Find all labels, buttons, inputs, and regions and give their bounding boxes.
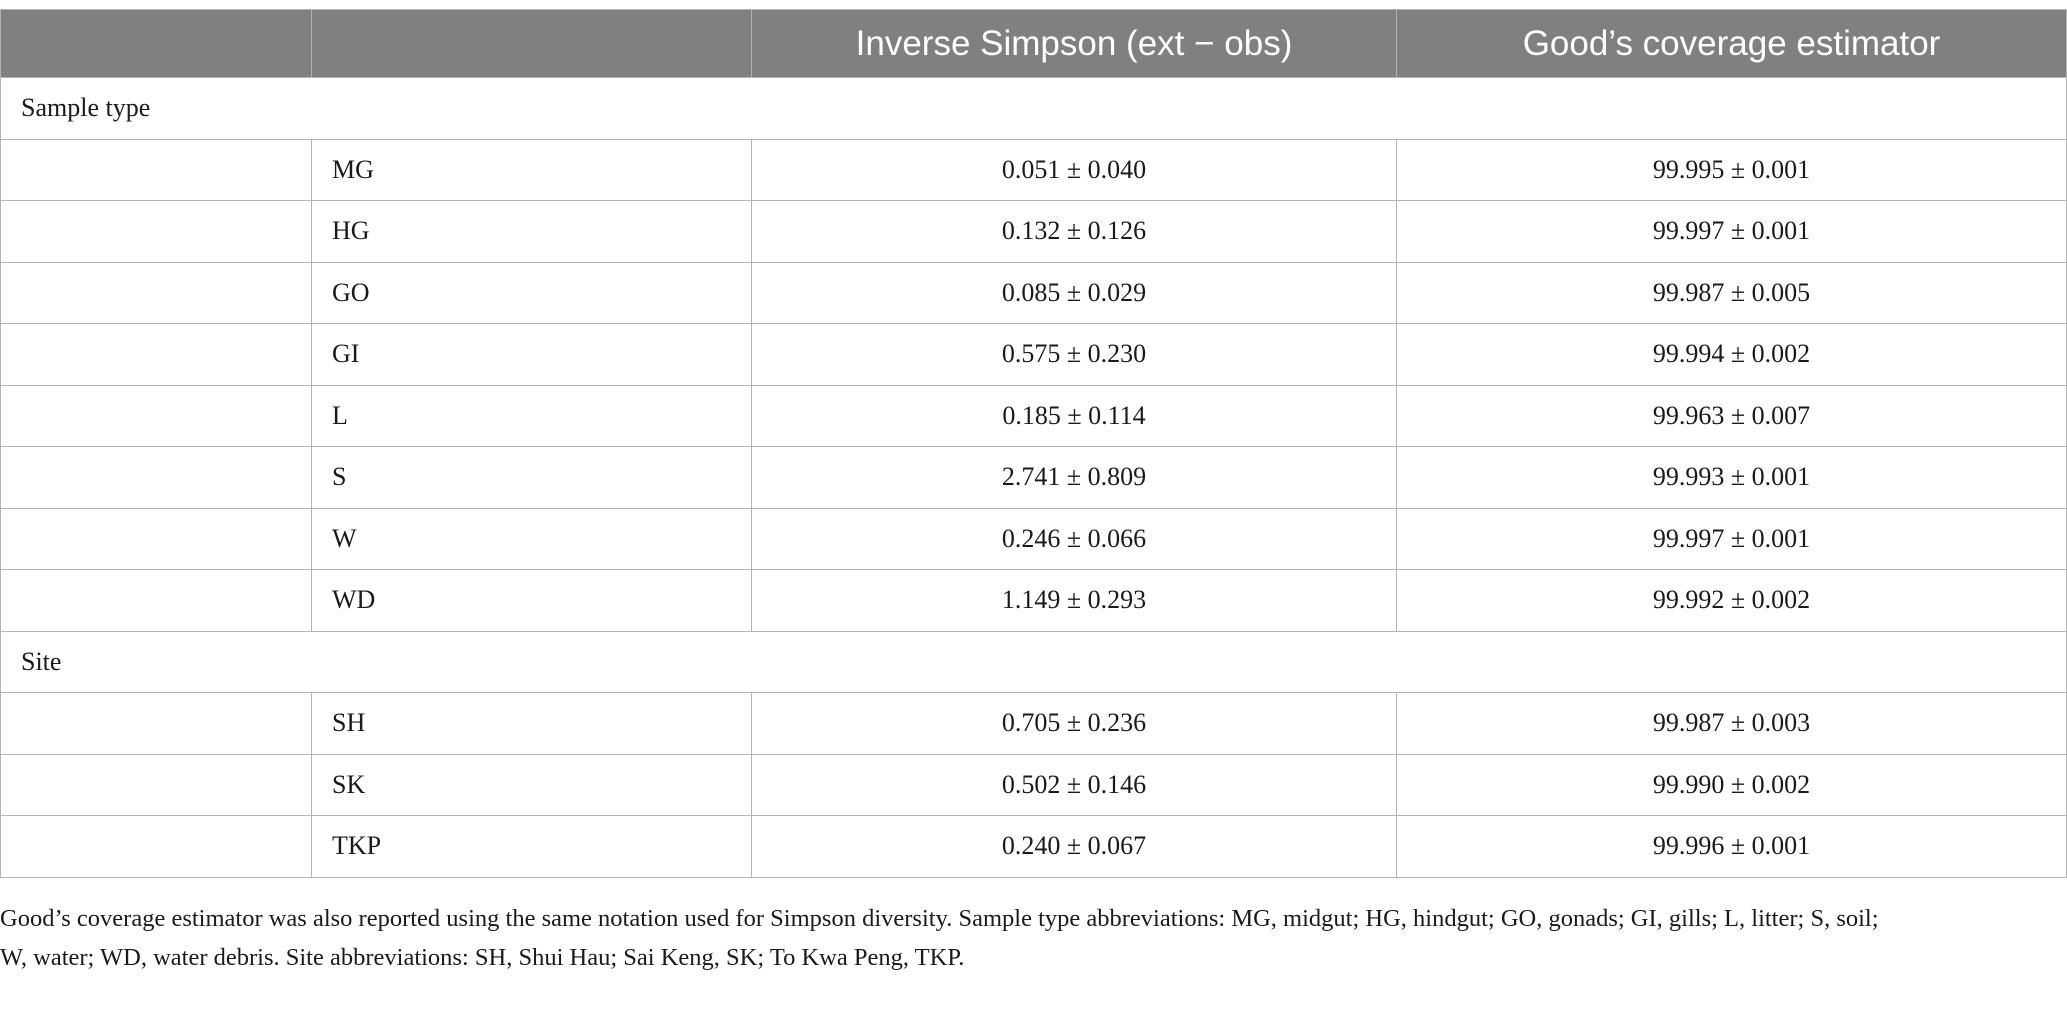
inverse-simpson-value: 0.085 ± 0.029 [752,262,1397,324]
inverse-simpson-value: 2.741 ± 0.809 [752,447,1397,509]
row-label: GI [312,324,752,386]
inverse-simpson-value: 0.705 ± 0.236 [752,693,1397,755]
table-row [1,324,2067,386]
table-footnote [0,899,2060,977]
empty-cell [1,447,312,509]
header-cell-group [1,10,312,78]
goods-coverage-value: 99.996 ± 0.001 [1397,816,2067,878]
row-label: TKP [312,816,752,878]
goods-coverage-value: 99.987 ± 0.005 [1397,262,2067,324]
table-row [1,201,2067,263]
row-label: HG [312,201,752,263]
inverse-simpson-value: 0.051 ± 0.040 [752,139,1397,201]
table-row [1,570,2067,632]
row-label: GO [312,262,752,324]
section-label: Sample type [1,78,2067,140]
section-row [1,631,2067,693]
header-inverse-simpson: Inverse Simpson (ext − obs) [752,10,1397,78]
table-row [1,447,2067,509]
section-label: Site [1,631,2067,693]
table-body [1,78,2067,878]
empty-cell [1,693,312,755]
empty-cell [1,754,312,816]
table-row [1,693,2067,755]
header-goods-coverage: Good’s coverage estimator [1397,10,2067,78]
empty-cell [1,139,312,201]
empty-cell [1,385,312,447]
goods-coverage-value: 99.987 ± 0.003 [1397,693,2067,755]
empty-cell [1,201,312,263]
header-row [1,10,2067,78]
footnote-line-1: Good’s coverage estimator was also reported using the same notation used for Simpson diversity. Sample type abbreviations: MG, midgut; HG, hindgut; GO, gonads; GI, gills; L, litter; S, soil; [0,905,1879,932]
footnote-line-2: W, water; WD, water debris. Site abbreviations: SH, Shui Hau; Sai Keng, SK; To Kwa Peng, TKP. [0,944,965,971]
table-row [1,385,2067,447]
table-row [1,816,2067,878]
empty-cell [1,816,312,878]
goods-coverage-value: 99.990 ± 0.002 [1397,754,2067,816]
goods-coverage-value: 99.992 ± 0.002 [1397,570,2067,632]
table-row [1,754,2067,816]
row-label: W [312,508,752,570]
empty-cell [1,570,312,632]
goods-coverage-value: 99.993 ± 0.001 [1397,447,2067,509]
empty-cell [1,262,312,324]
goods-coverage-value: 99.963 ± 0.007 [1397,385,2067,447]
row-label: SH [312,693,752,755]
inverse-simpson-value: 0.132 ± 0.126 [752,201,1397,263]
table-header [1,10,2067,78]
row-label: MG [312,139,752,201]
row-label: SK [312,754,752,816]
header-cell-label [312,10,752,78]
section-row [1,78,2067,140]
empty-cell [1,508,312,570]
table-row [1,508,2067,570]
empty-cell [1,324,312,386]
table-row [1,139,2067,201]
inverse-simpson-value: 0.502 ± 0.146 [752,754,1397,816]
goods-coverage-value: 99.994 ± 0.002 [1397,324,2067,386]
row-label: S [312,447,752,509]
inverse-simpson-value: 0.185 ± 0.114 [752,385,1397,447]
table-row [1,262,2067,324]
row-label: L [312,385,752,447]
diversity-table [0,9,2067,878]
inverse-simpson-value: 1.149 ± 0.293 [752,570,1397,632]
inverse-simpson-value: 0.240 ± 0.067 [752,816,1397,878]
goods-coverage-value: 99.995 ± 0.001 [1397,139,2067,201]
inverse-simpson-value: 0.575 ± 0.230 [752,324,1397,386]
inverse-simpson-value: 0.246 ± 0.066 [752,508,1397,570]
goods-coverage-value: 99.997 ± 0.001 [1397,508,2067,570]
goods-coverage-value: 99.997 ± 0.001 [1397,201,2067,263]
row-label: WD [312,570,752,632]
